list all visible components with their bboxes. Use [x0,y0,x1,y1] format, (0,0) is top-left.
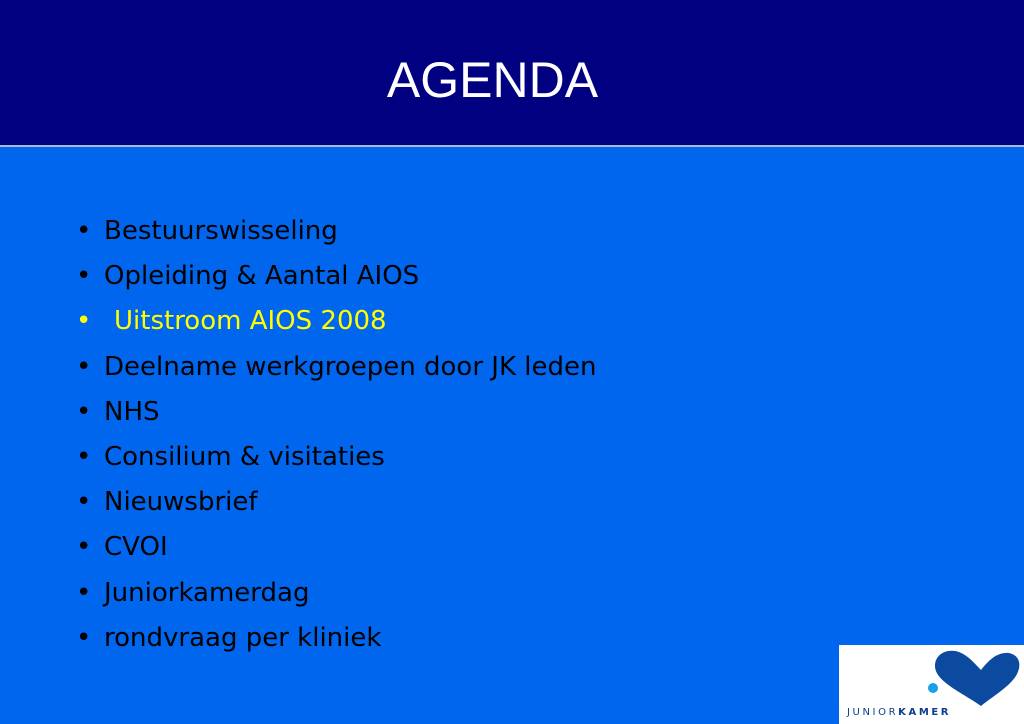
bullet-icon: • [76,441,92,472]
agenda-item-text: Bestuurswisseling [104,216,338,246]
slide-title: AGENDA [386,52,599,108]
bullet-icon: • [76,261,92,292]
bullet-icon: • [76,532,92,563]
agenda-item-text: Uitstroom AIOS 2008 [114,306,387,337]
logo-text-strong: KAMER [898,707,952,718]
agenda-list [76,209,596,661]
agenda-item-text: Consilium & visitaties [104,441,385,472]
agenda-item [76,525,596,570]
agenda-item-text: rondvraag per kliniek [104,622,382,653]
agenda-item [76,435,596,480]
juniorkamer-logo [839,645,1024,724]
header-divider [0,145,1024,147]
agenda-item-text: Opleiding & Aantal AIOS [104,261,420,292]
agenda-item [76,616,596,661]
agenda-item [76,254,596,299]
bullet-icon: • [76,351,92,382]
dot-icon [928,683,938,693]
bullet-icon: • [76,487,92,518]
agenda-item [76,345,596,390]
heart-icon [927,648,1023,710]
bullet-icon: • [76,216,92,246]
bullet-icon: • [76,306,92,337]
bullet-icon: • [76,396,92,427]
agenda-item [76,390,596,435]
agenda-item-text: Deelname werkgroepen door JK leden [104,351,597,382]
logo-text [847,707,951,718]
bullet-icon: • [76,577,92,608]
agenda-item [76,571,596,616]
agenda-item-text: CVOI [104,532,168,563]
agenda-item-text: Juniorkamerdag [104,577,310,608]
logo-text-prefix: JUNIOR [847,707,899,718]
agenda-item-text: Nieuwsbrief [104,487,258,518]
agenda-item-text: NHS [104,396,160,427]
bullet-icon: • [76,622,92,653]
agenda-item-highlighted [76,299,596,344]
agenda-item [76,480,596,525]
agenda-item [76,209,596,254]
